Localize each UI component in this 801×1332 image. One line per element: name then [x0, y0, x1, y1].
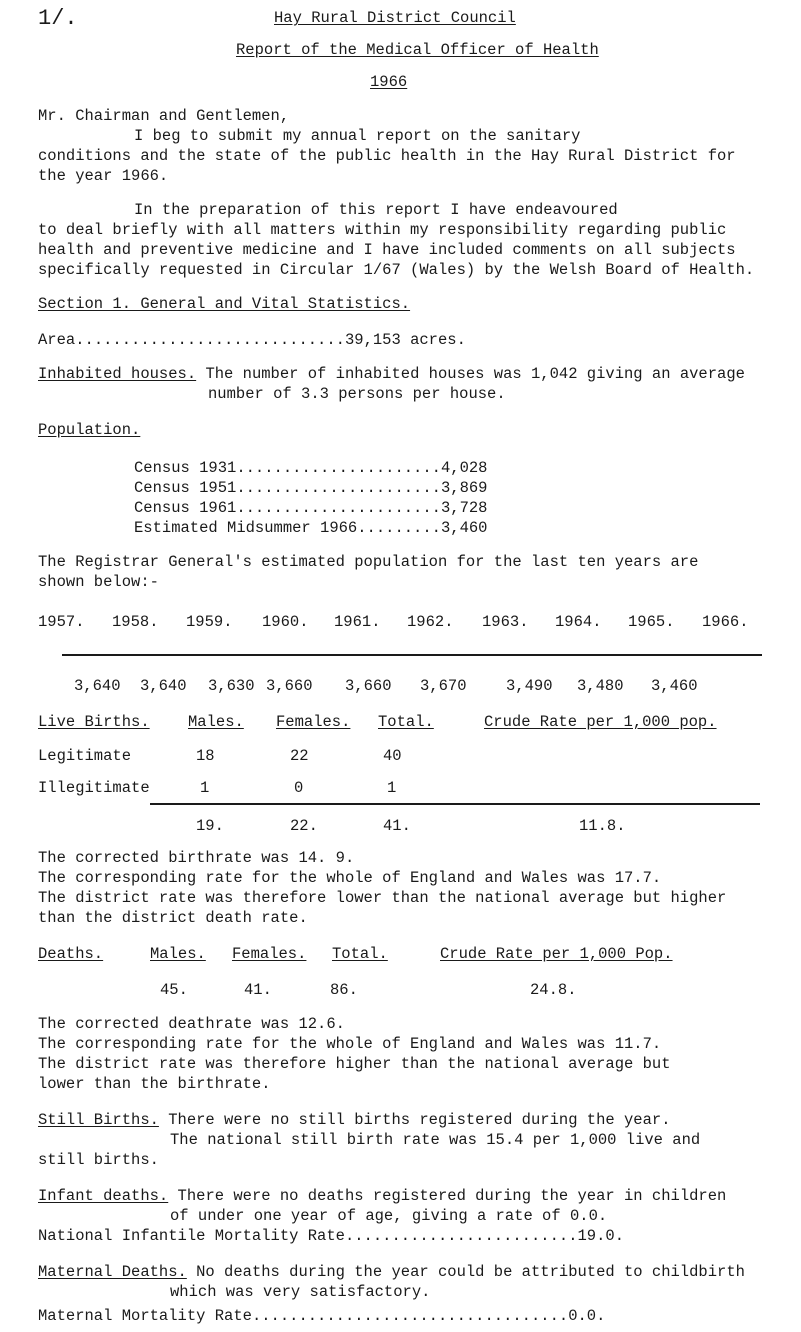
census-value: 3,460: [440, 519, 488, 537]
still-births-label: Still Births.: [38, 1111, 159, 1129]
intro-para2-line1: In the preparation of this report I have endeavoured: [134, 201, 618, 219]
year-cell: 1964.: [555, 613, 602, 631]
houses-text1: The number of inhabited houses was 1,042 giving an average: [196, 365, 745, 383]
page-number: 1/.: [38, 6, 78, 31]
population-cell: 3,460: [651, 677, 698, 695]
intro-para2-line3: health and preventive medicine and I have included comments on all subjects: [38, 241, 736, 259]
births-header-females: Females.: [276, 713, 351, 731]
deaths-label: Deaths.: [38, 945, 104, 963]
population-years-row: [0, 612, 801, 632]
population-cell: 3,630: [208, 677, 255, 695]
deaths-header-females: Females.: [232, 945, 307, 963]
maternal-mortality-dots: ..................................: [251, 1307, 569, 1325]
births-row-illegitimate: [0, 778, 801, 798]
births-header-label: Live Births.: [38, 713, 150, 731]
births-totals-row: [0, 816, 801, 836]
births-total-males: 19.: [196, 817, 224, 835]
deaths-header-males: Males.: [150, 945, 206, 963]
year-cell: 1957.: [38, 613, 85, 631]
registrar-text1: The Registrar General's estimated population for the last ten years are: [38, 553, 699, 571]
population-cell: 3,660: [266, 677, 313, 695]
infant-mortality-dots: .........................: [344, 1227, 578, 1245]
infant-mortality-value: 19.0.: [577, 1227, 625, 1245]
population-cell: 3,480: [577, 677, 624, 695]
registrar-text2: shown below:-: [38, 573, 159, 591]
area-label: Area: [38, 331, 76, 349]
deaths-rate: 24.8.: [530, 981, 577, 999]
maternal-deaths-line1: [38, 1262, 745, 1282]
births-total-rate: 11.8.: [579, 817, 626, 835]
year-cell: 1966.: [702, 613, 749, 631]
infant-deaths-line1: [38, 1186, 726, 1206]
intro-para2-line2: to deal briefly with all matters within my responsibility regarding public: [38, 221, 727, 239]
census-row-1961: [134, 498, 487, 518]
census-label: Census 1961: [134, 499, 237, 517]
maternal-mortality-value: 0.0.: [568, 1307, 606, 1325]
area-dots: .............................: [75, 331, 345, 349]
deathrate-line4: lower than the birthrate.: [38, 1075, 271, 1093]
still-births-line2: The national still birth rate was 15.4 per 1,000 live and: [170, 1131, 701, 1149]
intro-para1-line2: conditions and the state of the public health in the Hay Rural District for: [38, 147, 736, 165]
births-row-legitimate: [0, 746, 801, 766]
birthrate-line1: The corrected birthrate was 14. 9.: [38, 849, 355, 867]
maternal-mortality-label: Maternal Mortality Rate: [38, 1307, 252, 1325]
deaths-header-total: Total.: [332, 945, 388, 963]
census-dots: .........: [357, 519, 441, 537]
census-dots: ......................: [236, 479, 441, 497]
births-total: 40: [383, 747, 402, 765]
year-cell: 1960.: [262, 613, 309, 631]
births-row-label: Illegitimate: [38, 779, 150, 797]
population-cell: 3,640: [140, 677, 187, 695]
still-births-line3: still births.: [38, 1151, 159, 1169]
area-value: 39,153 acres.: [344, 331, 466, 349]
births-males: 18: [196, 747, 215, 765]
report-title: Report of the Medical Officer of Health: [236, 41, 599, 59]
council-name: Hay Rural District Council: [274, 9, 516, 27]
births-males: 1: [200, 779, 210, 797]
year-cell: 1959.: [186, 613, 233, 631]
population-label: Population.: [38, 421, 141, 439]
infant-deaths-text1: There were no deaths registered during the year in children: [168, 1187, 727, 1205]
birthrate-line2: The corresponding rate for the whole of England and Wales was 17.7.: [38, 869, 662, 887]
births-total-females: 22.: [290, 817, 318, 835]
census-dots: ......................: [236, 499, 441, 517]
population-cell: 3,640: [74, 677, 121, 695]
birthrate-line4: than the district death rate.: [38, 909, 308, 927]
maternal-deaths-label: Maternal Deaths.: [38, 1263, 187, 1281]
intro-para2-line4: specifically requested in Circular 1/67 (Wales) by the Welsh Board of Health.: [38, 261, 755, 279]
section1-heading: Section 1. General and Vital Statistics.: [38, 295, 411, 313]
births-header-row: [0, 712, 801, 732]
houses-label: Inhabited houses.: [38, 365, 197, 383]
population-values-row: [0, 676, 801, 696]
births-header-males: Males.: [188, 713, 244, 731]
intro-para1-line1: I beg to submit my annual report on the sanitary: [134, 127, 581, 145]
census-row-1951: [134, 478, 487, 498]
infant-deaths-label: Infant deaths.: [38, 1187, 169, 1205]
year-cell: 1965.: [628, 613, 675, 631]
population-table-rule: [62, 654, 762, 656]
still-births-line1: [38, 1110, 671, 1130]
year-cell: 1958.: [112, 613, 159, 631]
houses-text2: number of 3.3 persons per house.: [208, 385, 506, 403]
maternal-deaths-text1: No deaths during the year could be attributed to childbirth: [186, 1263, 745, 1281]
population-cell: 3,660: [345, 677, 392, 695]
birthrate-line3: The district rate was therefore lower than the national average but higher: [38, 889, 727, 907]
infant-mortality-line: [38, 1226, 624, 1246]
census-label: Census 1931: [134, 459, 237, 477]
deaths-header-rate: Crude Rate per 1,000 Pop.: [440, 945, 673, 963]
deathrate-line1: The corrected deathrate was 12.6.: [38, 1015, 345, 1033]
infant-mortality-label: National Infantile Mortality Rate: [38, 1227, 345, 1245]
year-cell: 1963.: [482, 613, 529, 631]
deaths-header-row: [0, 944, 801, 964]
births-header-total: Total.: [378, 713, 434, 731]
census-label: Census 1951: [134, 479, 237, 497]
deaths-females: 41.: [244, 981, 272, 999]
still-births-text1: There were no still births registered during the year.: [158, 1111, 671, 1129]
salutation: Mr. Chairman and Gentlemen,: [38, 107, 290, 125]
census-value: 3,728: [440, 499, 488, 517]
births-females: 0: [294, 779, 304, 797]
births-row-label: Legitimate: [38, 747, 132, 765]
deathrate-line3: The district rate was therefore higher than the national average but: [38, 1055, 671, 1073]
infant-deaths-line2: of under one year of age, giving a rate of 0.0.: [170, 1207, 608, 1225]
population-cell: 3,670: [420, 677, 467, 695]
population-cell: 3,490: [506, 677, 553, 695]
births-total-total: 41.: [383, 817, 411, 835]
maternal-mortality-line: [38, 1306, 605, 1326]
deathrate-line2: The corresponding rate for the whole of England and Wales was 11.7.: [38, 1035, 662, 1053]
area-line: [38, 330, 466, 350]
report-year: 1966: [370, 73, 408, 91]
year-cell: 1962.: [407, 613, 454, 631]
census-value: 3,869: [440, 479, 488, 497]
year-cell: 1961.: [334, 613, 381, 631]
deaths-males: 45.: [160, 981, 188, 999]
births-table-rule: [150, 803, 760, 805]
census-label: Estimated Midsummer 1966: [134, 519, 358, 537]
maternal-deaths-line2: which was very satisfactory.: [170, 1283, 431, 1301]
census-row-1966: [134, 518, 487, 538]
intro-para1-line3: the year 1966.: [38, 167, 169, 185]
census-row-1931: [134, 458, 487, 478]
births-females: 22: [290, 747, 309, 765]
births-total: 1: [387, 779, 397, 797]
births-header-rate: Crude Rate per 1,000 pop.: [484, 713, 717, 731]
census-value: 4,028: [440, 459, 488, 477]
deaths-values-row: [0, 980, 801, 1000]
deaths-total: 86.: [330, 981, 358, 999]
houses-line1: [38, 364, 745, 384]
census-dots: ......................: [236, 459, 441, 477]
